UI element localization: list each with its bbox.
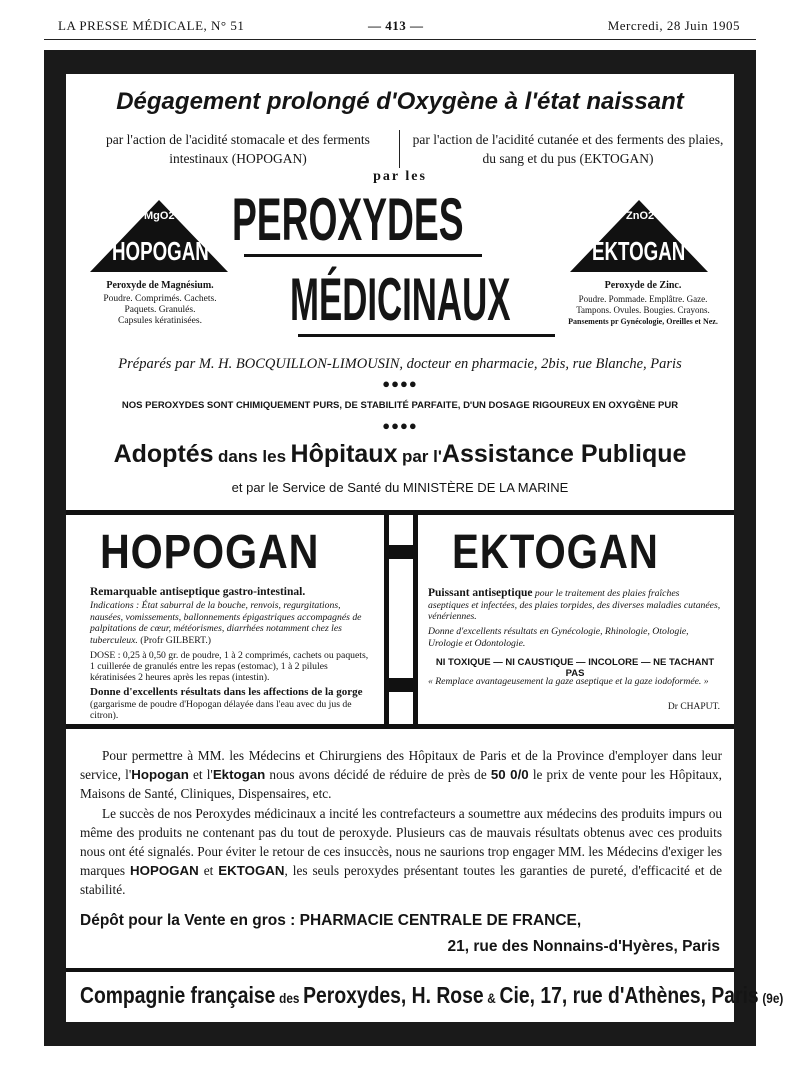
hopogan-indications bbox=[90, 600, 374, 646]
boxes-top-rule bbox=[66, 510, 734, 515]
p2-text-a: Le succès de nos Peroxydes médicinaux a incité les contrefacteurs a soumettre aux médecins des produits impurs ou même des produits ne contenant pas du tout de peroxyde. Plusieurs cas de mauvais résultats obtenus avec ces produits nous ont été signalés. Pour éviter le retour de ces insuccès, nous ne saurions trop engager MM. les Médecins d'exiger les marques bbox=[80, 806, 722, 878]
boxes-bottom-rule bbox=[66, 724, 734, 729]
ektogan-signature: Dr CHAPUT. bbox=[667, 702, 720, 712]
hopogan-form-line: Capsules kératinisées. bbox=[118, 316, 202, 326]
footer-part: des bbox=[279, 990, 300, 1006]
ektogan-box-title: EKTOGAN bbox=[452, 526, 659, 579]
action-divider bbox=[399, 130, 400, 168]
hopogan-box-title-box bbox=[100, 526, 370, 580]
headline-medicinaux: MÉDICINAUX bbox=[290, 266, 511, 333]
hopogan-logo-name-box bbox=[112, 236, 212, 266]
footer-company-box bbox=[80, 978, 800, 1012]
hopogan-results: Donne d'excellents résultats dans les affections de la gorge bbox=[90, 686, 363, 698]
action-right: par l'action de l'acidité cutanée et des ferments des plaies, du sang et du pus (EKTOGAN) bbox=[412, 132, 724, 166]
p2-text-c: , les seuls peroxydes présentant toutes les garanties de pureté, d'efficacité et de stabilité. bbox=[80, 863, 722, 897]
adoptes-par: par l' bbox=[401, 447, 442, 466]
ornament-dots-2: ●●●● bbox=[382, 418, 418, 433]
ektogan-logo-name: EKTOGAN bbox=[592, 236, 686, 266]
footer-part: Cie, 17, rue d'Athènes, Paris bbox=[499, 982, 759, 1008]
headline-peroxydes: PEROXYDES bbox=[232, 186, 464, 253]
p2-text-b: et bbox=[198, 863, 219, 878]
adoptes-hopitaux: Hôpitaux bbox=[290, 440, 398, 468]
ad-title: Dégagement prolongé d'Oxygène à l'état naissant bbox=[116, 88, 684, 115]
ministere-line: et par le Service de Santé du MINISTÈRE DE LA MARINE bbox=[231, 480, 569, 495]
ektogan-logo-name-box bbox=[592, 236, 692, 266]
headline-underline-1 bbox=[244, 254, 482, 257]
header-rule bbox=[44, 39, 756, 40]
ektogan-quote: « Remplace avantageusement la gaze aseptique et la gaze iodoformée. » bbox=[428, 676, 709, 687]
ektogan-lead bbox=[428, 588, 722, 623]
issue-date: Mercredi, 28 Juin 1905 bbox=[607, 18, 740, 33]
depot-line-1: Dépôt pour la Vente en gros : PHARMACIE CENTRALE DE FRANCE, bbox=[80, 912, 582, 929]
ektogan-results: Donne d'excellents résultats en Gynécologie, Rhinologie, Otologie, Urologie et Odontologie. bbox=[428, 626, 689, 649]
footer-part: Peroxydes, H. Rose bbox=[303, 982, 484, 1008]
p1-text-b: et l' bbox=[188, 767, 213, 782]
footer-part: & bbox=[487, 990, 496, 1006]
divider-bar bbox=[389, 545, 413, 559]
depot-line-2: 21, rue des Nonnains-d'Hyères, Paris bbox=[447, 938, 720, 955]
adoptes-assistance: Assistance Publique bbox=[441, 440, 687, 468]
hopogan-form-line: Paquets. Granulés. bbox=[124, 305, 196, 315]
ektogan-form-line: Pansements pr Gynécologie, Oreilles et Nez. bbox=[568, 317, 718, 326]
hopogan-subtitle: Peroxyde de Magnésium. bbox=[106, 280, 214, 291]
prepared-by: Préparés par M. H. BOCQUILLON-LIMOUSIN, docteur en pharmacie, 2bis, rue Blanche, Paris bbox=[118, 356, 682, 372]
ektogan-lead-rest: pour le traitement des plaies fraîches aseptiques et infectées, des plaies torpides, des diverses maladies cutanées, vénériennes. bbox=[428, 588, 721, 622]
ektogan-form-line: Poudre. Pommade. Emplâtre. Gaze. bbox=[578, 294, 708, 304]
hopogan-form-line: Poudre. Comprimés. Cachets. bbox=[103, 294, 217, 304]
adoptes-line bbox=[70, 440, 730, 469]
ektogan-subtitle: Peroxyde de Zinc. bbox=[604, 280, 682, 291]
purity-claim: NOS PEROXYDES SONT CHIMIQUEMENT PURS, DE STABILITÉ PARFAITE, D'UN DOSAGE RIGOUREUX EN OXYGÈNE PUR bbox=[121, 400, 679, 411]
hopogan-indications-text: Indications : État saburral de la bouche, renvois, regurgitations, nausées, vomissements, ballonnements épigastriques accompagnés de palpitations de cœur, météorismes, diarrhées notamment chez les tuberculeux. bbox=[90, 600, 362, 646]
ektogan-forms bbox=[560, 294, 726, 327]
p2-ektogan: EKTOGAN bbox=[218, 863, 285, 878]
headline-peroxydes-box bbox=[232, 188, 512, 252]
ektogan-lead-bold: Puissant antiseptique bbox=[428, 587, 533, 599]
hopogan-indications-ref: (Profr GILBERT.) bbox=[140, 634, 212, 646]
adoptes-dans-les: dans les bbox=[218, 447, 287, 466]
p2-hopogan: HOPOGAN bbox=[130, 863, 199, 878]
p1-percent: 50 0/0 bbox=[490, 767, 529, 782]
par-les: par les bbox=[373, 169, 427, 184]
page-number: — 413 — bbox=[368, 18, 424, 33]
hopogan-forms bbox=[80, 294, 240, 327]
p1-text-c: nous avons décidé de réduire de près de bbox=[265, 767, 491, 782]
boxes-divider-right bbox=[413, 515, 418, 724]
ektogan-triangle-logo bbox=[568, 198, 710, 274]
p1-hopogan: Hopogan bbox=[131, 767, 189, 782]
ektogan-formula: ZnO2 bbox=[626, 210, 655, 222]
body-paragraph-2 bbox=[80, 804, 722, 899]
footer-rule bbox=[66, 968, 734, 972]
headline-medicinaux-box bbox=[290, 268, 570, 332]
hopogan-lead: Remarquable antiseptique gastro-intestinal. bbox=[90, 586, 306, 598]
hopogan-box-title: HOPOGAN bbox=[100, 526, 320, 579]
adoptes-word: Adoptés bbox=[113, 440, 214, 468]
hopogan-results-note: (gargarisme de poudre d'Hopogan délayée dans l'eau avec du jus de citron). bbox=[90, 699, 352, 721]
p1-ektogan: Ektogan bbox=[212, 767, 266, 782]
hopogan-triangle-logo bbox=[88, 198, 230, 274]
action-left: par l'action de l'acidité stomacale et des ferments intestinaux (HOPOGAN) bbox=[106, 132, 370, 166]
ektogan-form-line: Tampons. Ovules. Bougies. Crayons. bbox=[576, 305, 710, 315]
hopogan-dose: DOSE : 0,25 à 0,50 gr. de poudre, 1 à 2 comprimés, cachets ou paquets, 1 cuillerée de granulés entre les repas (estomac), 1 à 2 pilules kératinisées 2 heures après les repas (intestin). bbox=[90, 650, 369, 683]
hopogan-logo-name: HOPOGAN bbox=[112, 236, 209, 266]
footer-part: (9e) bbox=[762, 990, 784, 1006]
ektogan-box-title-box bbox=[452, 526, 712, 580]
footer-part: Compagnie française bbox=[80, 982, 276, 1008]
body-paragraph-1 bbox=[80, 746, 722, 803]
p1-text-d: le prix de vente pour les Hôpitaux, Maisons de Santé, Cliniques, Dispensaires, etc. bbox=[80, 767, 722, 801]
divider-bar bbox=[389, 678, 413, 692]
ektogan-tagline: NI TOXIQUE — NI CAUSTIQUE — INCOLORE — NE TACHANT PAS bbox=[435, 657, 715, 679]
journal-title: LA PRESSE MÉDICALE, N° 51 bbox=[58, 18, 245, 33]
p1-text-a: Pour permettre à MM. les Médecins et Chirurgiens des Hôpitaux de Paris et de la Province d'employer dans leur service, l' bbox=[80, 748, 722, 782]
headline-underline-2 bbox=[298, 334, 555, 337]
ornament-dots-1: ●●●● bbox=[382, 376, 418, 391]
hopogan-formula: MgO2 bbox=[144, 210, 175, 222]
footer-company bbox=[80, 978, 784, 1016]
